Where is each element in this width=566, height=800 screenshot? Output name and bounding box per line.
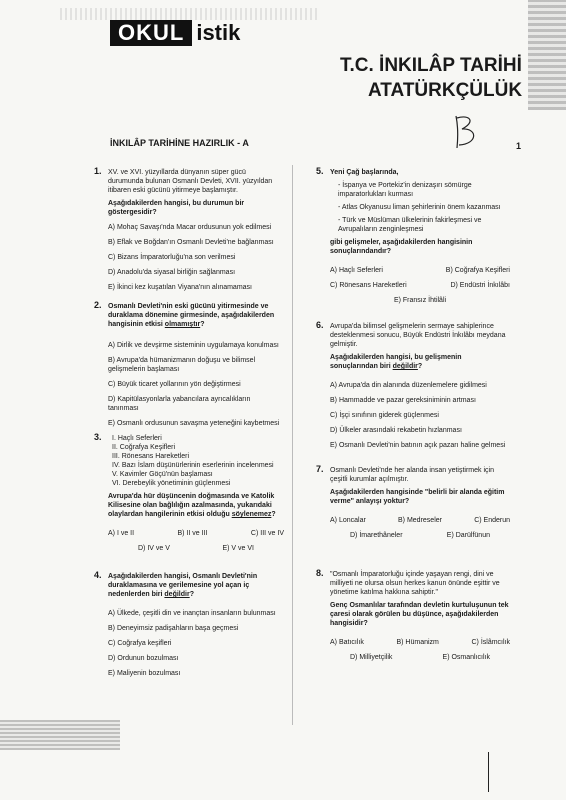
prompt-underlined: değildir — [392, 363, 418, 370]
option-d[interactable]: D) Ülkeler arasındaki rekabetin hızlanması — [330, 427, 462, 434]
prompt-underlined: değildir — [164, 591, 190, 598]
option-e[interactable]: E) Darülfünun — [446, 532, 490, 539]
bullet-item: - Atlas Okyanusu liman şehirlerinin önem kazanması — [338, 204, 501, 211]
prompt-text: Aşağıdakilerden hangisi, Osmanlı Devleti'nin duraklamasına ve gerilemesine yol açan iç nedenlerden biri — [108, 573, 258, 598]
option-a[interactable]: A) Loncalar — [330, 517, 366, 524]
option-e[interactable]: E) Osmanlıcılık — [442, 654, 490, 661]
question-prompt: Genç Osmanlılar tarafından devletin kurtuluşunun tek çaresi olarak görülen bu düşünce, aşağıdakilerden hangisidir? — [330, 602, 509, 627]
option-b[interactable]: B) Eflak ve Boğdan'ın Osmanlı Devleti'ne bağlanması — [108, 239, 274, 246]
question-prompt — [108, 572, 284, 599]
question-8 — [330, 570, 510, 662]
options-row — [330, 638, 510, 647]
list-item: VI. Derebeylik yönetiminin güçlenmesi — [112, 480, 231, 487]
option-c[interactable]: C) İşçi sınıfının giderek güçlenmesi — [330, 412, 439, 419]
bullet-text: Türk ve Müslüman ülkelerinin fakirleşmesi ve Avrupalıların zenginleşmesi — [338, 217, 482, 233]
question-prompt: Aşağıdakilerden hangisi, bu durumun bir göstergesidir? — [108, 200, 245, 216]
options-row — [330, 281, 510, 290]
option-c[interactable]: C) İslâmcılık — [471, 639, 510, 646]
option-e[interactable]: E) Osmanlı ordusunun savaşma yeteneğini kaybetmesi — [108, 420, 280, 427]
scan-edge-strip — [528, 0, 566, 110]
brand-istik: istik — [196, 20, 241, 45]
options-row — [108, 529, 284, 538]
prompt-text: Aşağıdakilerden hangisi, bu gelişmenin sonuçlarından biri — [330, 354, 462, 370]
question-prompt: gibi gelişmeler, aşağıdakilerden hangisinin sonuçlarındandır? — [330, 239, 473, 255]
question-text: Osmanlı Devleti'nde her alanda insan yetiştirmek için çeşitli kurumlar açılmıştır. — [330, 467, 494, 483]
option-c[interactable]: C) Coğrafya keşifleri — [108, 640, 172, 647]
question-text: Avrupa'da bilimsel gelişmelerin sermaye sahiplerince desteklenmesi sonucu, Büyük Endüstri İnkılâbı meydana gelmiştir. — [330, 323, 506, 348]
column-divider — [292, 165, 293, 725]
options-row — [138, 544, 254, 553]
option-c[interactable]: C) Büyük ticaret yollarının yön değiştirmesi — [108, 381, 241, 388]
question-intro: Yeni Çağ başlarında, — [330, 169, 399, 176]
option-b[interactable]: B) Deneyimsiz padişahların başa geçmesi — [108, 625, 239, 632]
prompt-underlined: söylenemez — [231, 511, 272, 518]
bullet-text: İspanya ve Portekiz'in denizaşırı sömürge imparatorlukları kurması — [338, 182, 472, 198]
bullet-text: Atlas Okyanusu liman şehirlerinin önem kazanması — [341, 204, 501, 211]
question-prompt — [108, 302, 280, 329]
option-b[interactable]: B) Hammadde ve pazar gereksiniminin artması — [330, 397, 476, 404]
option-c[interactable]: C) Bizans İmparatorluğu'na son verilmesi — [108, 254, 236, 261]
option-a[interactable]: A) Ülkede, çeşitli din ve inançtan insanların bulunması — [108, 610, 276, 617]
scan-noise — [60, 8, 320, 20]
page-number: 1 — [516, 141, 522, 151]
question-number: 6. — [316, 320, 324, 330]
option-d[interactable]: D) Endüstri İnkılâbı — [450, 282, 510, 289]
option-c[interactable]: C) Rönesans Hareketleri — [330, 282, 407, 289]
list-item: III. Rönesans Hareketleri — [112, 453, 190, 460]
question-prompt — [108, 492, 284, 519]
option-e[interactable]: E) İkinci kez kuşatılan Viyana'nın alınamaması — [108, 284, 252, 291]
question-text: "Osmanlı İmparatorluğu içinde yaşayan rengi, dini ve milliyeti ne olursa olsun herkes kanun önünde eşittir ve yönetime katılma hakkına sahiptir." — [330, 571, 500, 596]
brand-okul: OKUL — [110, 20, 192, 46]
option-e[interactable]: E) V ve VI — [222, 545, 254, 552]
question-number: 3. — [94, 432, 102, 442]
option-a[interactable]: A) Batıcılık — [330, 639, 364, 646]
bullet-item: - Türk ve Müslüman ülkelerinin fakirleşmesi ve Avrupalıların zenginleşmesi — [338, 217, 482, 233]
option-a[interactable]: A) Mohaç Savaşı'nda Macar ordusunun yok edilmesi — [108, 224, 272, 231]
option-b[interactable]: B) II ve III — [177, 530, 208, 537]
question-number: 4. — [94, 570, 102, 580]
question-4 — [108, 572, 284, 678]
option-a[interactable]: A) I ve II — [108, 530, 135, 537]
prompt-end: ? — [200, 321, 205, 328]
option-d[interactable]: D) İmarethâneler — [350, 532, 403, 539]
option-d[interactable]: D) Milliyetçilik — [350, 654, 393, 661]
question-7 — [330, 466, 510, 540]
handwritten-b-mark — [448, 112, 488, 152]
prompt-text: Avrupa'da hür düşüncenin doğmasında ve Katolik Kilisesine olan bağlılığın azalmasında, yukarıdaki olaylardan hangilerinin etkisi olduğu — [108, 493, 275, 518]
question-prompt — [330, 353, 510, 371]
question-number: 2. — [94, 300, 102, 310]
prompt-underlined: olmamıştır — [164, 321, 201, 328]
question-number: 8. — [316, 568, 324, 578]
option-b[interactable]: B) Medreseler — [398, 517, 442, 524]
question-5 — [330, 168, 510, 305]
question-number: 5. — [316, 166, 324, 176]
options-row — [350, 531, 490, 540]
option-c[interactable]: C) III ve IV — [250, 530, 284, 537]
option-d[interactable]: D) Kapitülasyonlarla yabancılara ayrıcalıkların tanınması — [108, 396, 251, 412]
question-number: 1. — [94, 166, 102, 176]
option-e[interactable]: E) Fransız İhtilâli — [393, 297, 447, 304]
list-item: II. Coğrafya Keşifleri — [112, 444, 176, 451]
options-row — [350, 653, 490, 662]
page-title-line2: ATATÜRKÇÜLÜK — [368, 80, 523, 101]
option-a[interactable]: A) Avrupa'da din alanında düzenlemelere gidilmesi — [330, 382, 487, 389]
margin-line — [488, 752, 489, 792]
option-b[interactable]: B) Hümanizm — [396, 639, 439, 646]
option-d[interactable]: D) Ordunun bozulması — [108, 655, 179, 662]
question-2 — [108, 302, 280, 428]
prompt-end: ? — [189, 591, 194, 598]
section-title: İNKILÂP TARİHİNE HAZIRLIK - A — [110, 138, 249, 148]
option-d[interactable]: D) IV ve V — [138, 545, 170, 552]
prompt-end: ? — [417, 363, 423, 370]
brand-logo — [110, 20, 240, 46]
option-b[interactable]: B) Coğrafya Keşifleri — [445, 267, 510, 274]
question-6 — [330, 322, 510, 450]
option-c[interactable]: C) Enderun — [474, 517, 510, 524]
question-1 — [108, 168, 280, 292]
question-number: 7. — [316, 464, 324, 474]
question-prompt: Aşağıdakilerden hangisinde "belirli bir alanda eğitim verme" anlayışı yoktur? — [330, 489, 505, 505]
page-title-line1: T.C. İNKILÂP TARİHİ — [340, 55, 522, 76]
option-a[interactable]: A) Haçlı Seferleri — [330, 267, 383, 274]
options-row — [330, 516, 510, 525]
bullet-item: - İspanya ve Portekiz'in denizaşırı sömürge imparatorlukları kurması — [338, 182, 472, 198]
list-item: V. Kavimler Göçü'nün başlaması — [112, 471, 213, 478]
prompt-text: Osmanlı Devleti'nin eski gücünü yitirmesinde ve duraklama dönemine girmesinde, aşağıdakilerden hangisinin etkisi — [108, 303, 275, 328]
list-item: IV. Bazı İslam düşünürlerinin eserlerinin incelenmesi — [112, 462, 274, 469]
prompt-end: ? — [271, 511, 276, 518]
option-e[interactable]: E) Maliyenin bozulması — [108, 670, 181, 677]
option-d[interactable]: D) Anadolu'da siyasal birliğin sağlanması — [108, 269, 236, 276]
option-a[interactable]: A) Dirlik ve devşirme sisteminin uygulamaya konulması — [108, 342, 279, 349]
option-e[interactable]: E) Osmanlı Devleti'nin batının açık pazarı haline gelmesi — [330, 442, 506, 449]
list-item: I. Haçlı Seferleri — [112, 435, 162, 442]
scan-noise — [0, 720, 120, 750]
question-text: XV. ve XVI. yüzyıllarda dünyanın süper gücü durumunda bulunan Osmanlı Devleti, XVII. yüzyıldan itibaren eski gücünü yitirmeye başlamıştır. — [108, 169, 273, 194]
option-b[interactable]: B) Avrupa'da hümanizmanın doğuşu ve bilimsel gelişmelerin başlaması — [108, 357, 256, 373]
question-3 — [108, 434, 284, 553]
options-row — [330, 266, 510, 275]
